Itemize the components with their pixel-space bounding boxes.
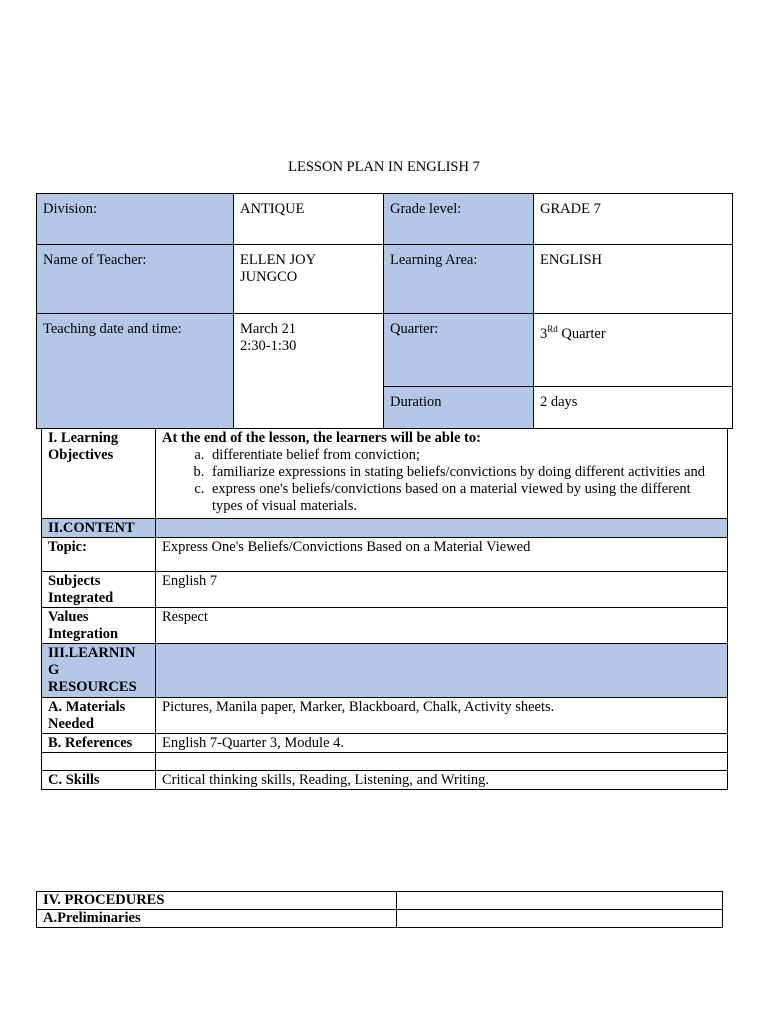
- duration-label: Duration: [384, 387, 534, 429]
- objectives-label: I. Learning Objectives: [42, 429, 156, 519]
- learning-area-label: Learning Area:: [384, 245, 534, 314]
- objective-item: b. familiarize expressions in stating beliefs/convictions by doing different activities and: [208, 464, 721, 481]
- subjects-value: English 7: [156, 572, 728, 608]
- materials-value: Pictures, Manila paper, Marker, Blackboard, Chalk, Activity sheets.: [156, 698, 728, 734]
- teacher-label: Name of Teacher:: [37, 245, 234, 314]
- skills-label: C. Skills: [42, 771, 156, 790]
- objective-item: c. express one's beliefs/convictions based on a material viewed by using the different types of visual materials.: [208, 481, 721, 515]
- subjects-label: Subjects Integrated: [42, 572, 156, 608]
- resources-header: III.LEARNIN G RESOURCES: [42, 644, 156, 698]
- objectives-content: [156, 429, 728, 519]
- objective-item: a. differentiate belief from conviction;: [208, 447, 721, 464]
- procedures-table: [36, 891, 723, 928]
- procedures-header: IV. PROCEDURES: [37, 892, 397, 910]
- division-label: Division:: [37, 194, 234, 245]
- duration-value: 2 days: [534, 387, 733, 429]
- content-header: II.CONTENT: [42, 519, 156, 538]
- teacher-name-line2: JUNGCO: [240, 269, 298, 285]
- date-line1: March 21: [240, 321, 296, 337]
- date-value: [234, 314, 384, 429]
- grade-value: GRADE 7: [534, 194, 733, 245]
- preliminaries-label: A.Preliminaries: [37, 910, 397, 928]
- teacher-value: [234, 245, 384, 314]
- date-label: Teaching date and time:: [37, 314, 234, 429]
- values-value: Respect: [156, 608, 728, 644]
- materials-label: A. Materials Needed: [42, 698, 156, 734]
- objectives-intro: At the end of the lesson, the learners will be able to:: [162, 430, 481, 446]
- quarter-label: Quarter:: [384, 314, 534, 387]
- references-label: B. References: [42, 734, 156, 753]
- info-table: [36, 193, 733, 429]
- references-value: English 7-Quarter 3, Module 4.: [156, 734, 728, 753]
- division-value: ANTIQUE: [234, 194, 384, 245]
- grade-label: Grade level:: [384, 194, 534, 245]
- topic-value: Express One's Beliefs/Convictions Based on a Material Viewed: [156, 538, 728, 572]
- learning-area-value: ENGLISH: [534, 245, 733, 314]
- time-line2: 2:30-1:30: [240, 338, 297, 354]
- topic-label: Topic:: [42, 538, 156, 572]
- page-title: LESSON PLAN IN ENGLISH 7: [288, 159, 480, 175]
- skills-value: Critical thinking skills, Reading, Listening, and Writing.: [156, 771, 728, 790]
- quarter-value: 3Rd Quarter: [534, 314, 733, 387]
- teacher-name-line1: ELLEN JOY: [240, 252, 317, 268]
- lesson-table: [41, 428, 728, 790]
- values-label: Values Integration: [42, 608, 156, 644]
- objectives-list: [162, 447, 721, 515]
